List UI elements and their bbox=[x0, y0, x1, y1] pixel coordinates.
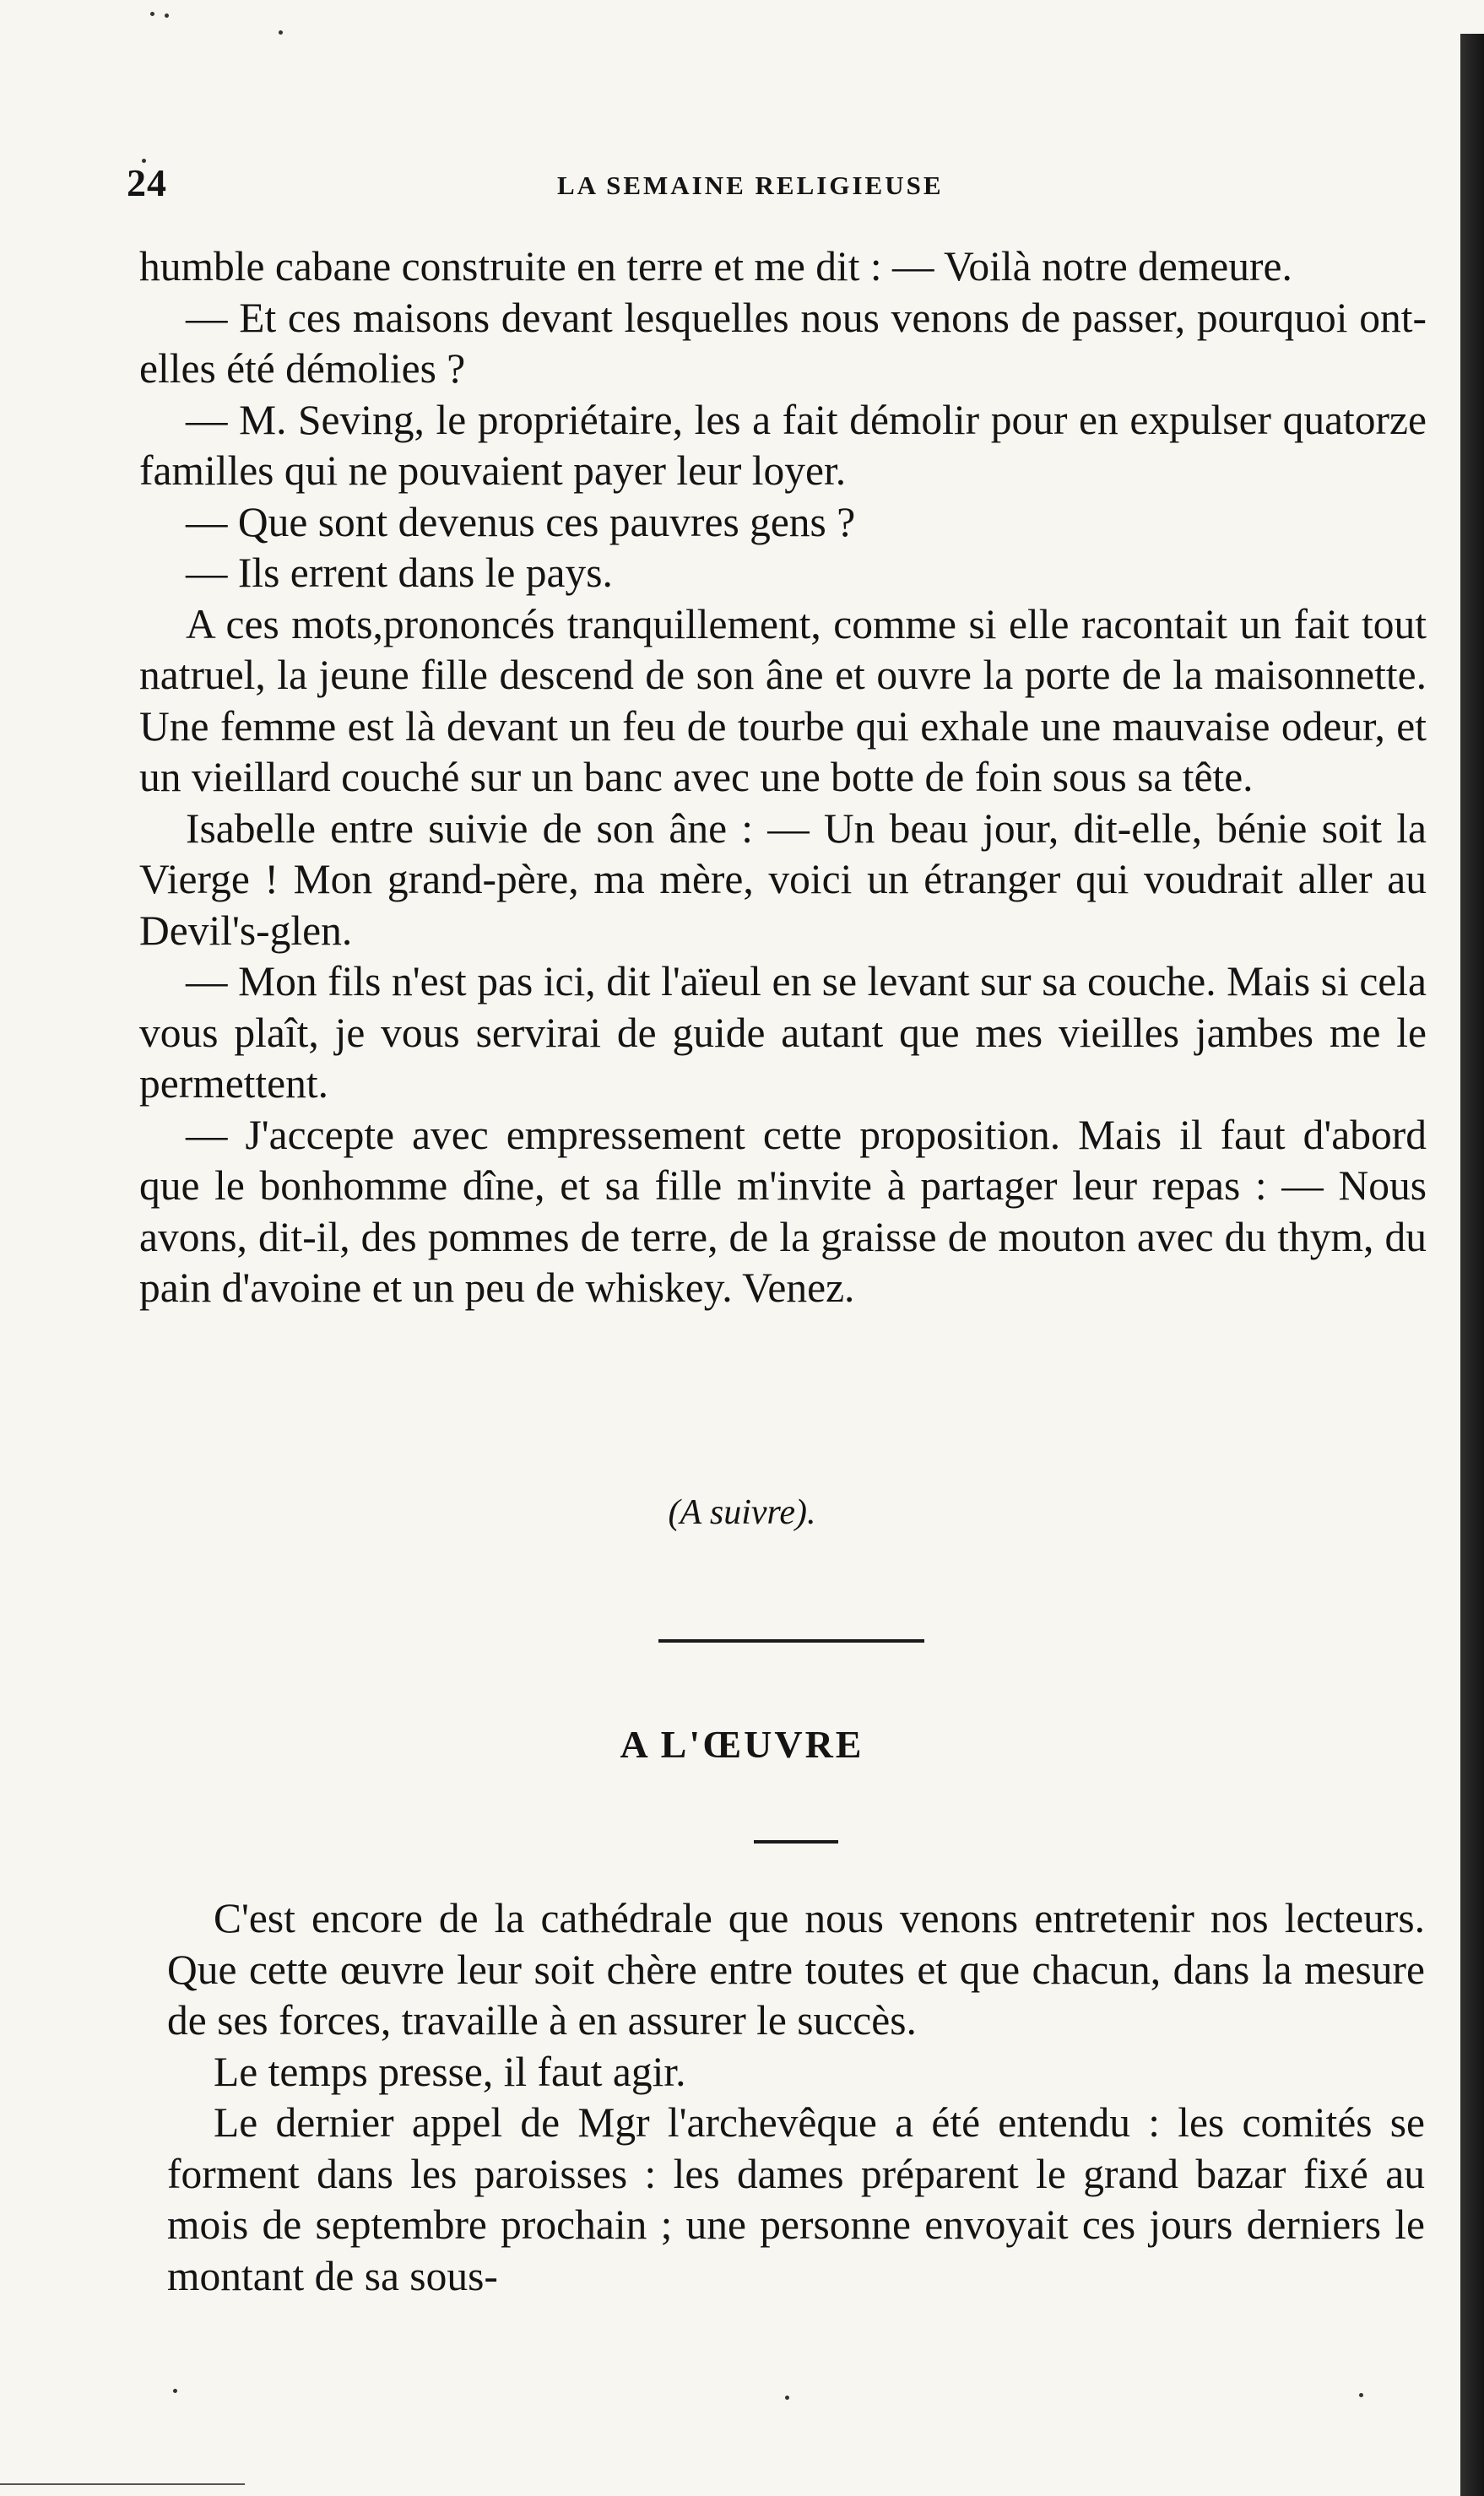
page-edge-shadow bbox=[1460, 34, 1484, 2496]
running-title: LA SEMAINE RELIGIEUSE bbox=[557, 171, 944, 200]
paragraph: — J'accepte avec empressement cette proposition. Mais il faut d'abord que le bonhomme dîne, et sa fille m'invite à partager leur repas : — Nous avons, dit-il, des pommes de terre, de la graisse de mouton avec du thym, du pain d'avoine et un peu de whiskey. Venez. bbox=[139, 1111, 1427, 1311]
to-be-continued-note: (A suivre). bbox=[668, 1493, 816, 1532]
section-title: A L'ŒUVRE bbox=[620, 1723, 864, 1766]
article-continued bbox=[139, 241, 1427, 1314]
section-body bbox=[167, 1893, 1425, 2302]
title-underline bbox=[754, 1840, 838, 1844]
paragraph: Isabelle entre suivie de son âne : — Un beau jour, dit-elle, bénie soit la Vierge ! Mon grand-père, ma mère, voici un étranger qui voudrait aller au Devil's-glen. bbox=[139, 804, 1427, 954]
paragraph: Le dernier appel de Mgr l'archevêque a été entendu : les comités se forment dans les paroisses : les dames préparent le grand bazar fixé au mois de septembre prochain ; une personne envoyait ces jours derniers le montant de sa sous- bbox=[167, 2099, 1425, 2299]
paragraph: — Ils errent dans le pays. bbox=[186, 550, 613, 596]
paragraph: Le temps presse, il faut agir. bbox=[214, 2048, 686, 2095]
paragraph: A ces mots,prononcés tranquillement, comme si elle racontait un fait tout natruel, la jeune fille descend de son âne et ouvre la porte de la maisonnette. Une femme est là devant un feu de tourbe qui exhale une mauvaise odeur, et un vieillard couché sur un banc avec une botte de foin sous sa tête. bbox=[139, 600, 1427, 800]
paragraph: — M. Seving, le propriétaire, les a fait démolir pour en expulser quatorze familles qui ne pouvaient payer leur loyer. bbox=[139, 396, 1427, 494]
paragraph: humble cabane construite en terre et me dit : — Voilà notre demeure. bbox=[139, 243, 1292, 290]
page-number: 24 bbox=[127, 161, 167, 204]
bottom-edge-line bbox=[0, 2483, 245, 2485]
paragraph: C'est encore de la cathédrale que nous venons entretenir nos lecteurs. Que cette œuvre leur soit chère entre toutes et que chacun, dans la mesure de ses forces, travaille à en assurer le succès. bbox=[167, 1895, 1425, 2044]
paragraph: — Mon fils n'est pas ici, dit l'aïeul en se levant sur sa couche. Mais si cela vous plaît, je vous servirai de guide autant que mes vieilles jambes me le permettent. bbox=[139, 958, 1427, 1107]
page-header bbox=[127, 160, 1401, 211]
paragraph: — Que sont devenus ces pauvres gens ? bbox=[186, 498, 856, 545]
section-divider bbox=[658, 1639, 924, 1643]
paragraph: — Et ces maisons devant lesquelles nous venons de passer, pourquoi ont-elles été démolies ? bbox=[139, 294, 1427, 392]
